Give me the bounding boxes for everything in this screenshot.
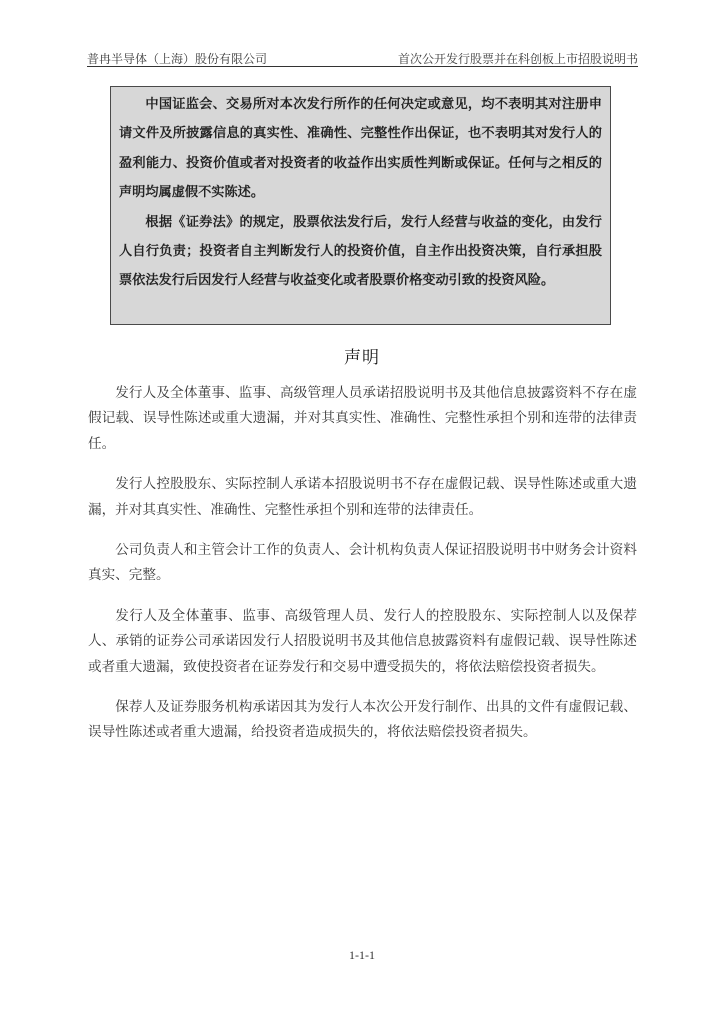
- regulatory-notice-box: [110, 86, 611, 325]
- notice-paragraph: 根据《证券法》的规定，股票依法发行后，发行人经营与收益的变化，由发行人自行负责；投资者自主判断发行人的投资价值，自主作出投资决策，自行承担股票依法发行后因发行人经营与收益变化或者股票价格变动引致的投资风险。: [119, 214, 602, 289]
- declaration-body: [88, 381, 637, 761]
- declaration-paragraph: 发行人控股股东、实际控制人承诺本招股说明书不存在虚假记载、误导性陈述或重大遗漏，并对其真实性、准确性、完整性承担个别和连带的法律责任。: [88, 476, 637, 518]
- declaration-paragraph: 公司负责人和主管会计工作的负责人、会计机构负责人保证招股说明书中财务会计资料真实、完整。: [88, 542, 637, 584]
- page-header: [87, 46, 638, 67]
- header-company-name: 普冉半导体（上海）股份有限公司: [87, 52, 268, 66]
- section-title: 声明: [344, 348, 380, 368]
- declaration-paragraph: 发行人及全体董事、监事、高级管理人员、发行人的控股股东、实际控制人以及保荐人、承销的证券公司承诺因发行人招股说明书及其他信息披露资料有虚假记载、误导性陈述或者重大遗漏，致使投资者在证券发行和交易中遭受损失的，将依法赔偿投资者损失。: [88, 607, 637, 675]
- page-number: 1-1-1: [349, 948, 375, 962]
- declaration-paragraph: 保荐人及证券服务机构承诺因其为发行人本次公开发行制作、出具的文件有虚假记载、误导性陈述或者重大遗漏，给投资者造成损失的，将依法赔偿投资者损失。: [88, 699, 637, 741]
- header-document-title: 首次公开发行股票并在科创板上市招股说明书: [397, 52, 638, 66]
- declaration-paragraph: 发行人及全体董事、监事、高级管理人员承诺招股说明书及其他信息披露资料不存在虚假记载、误导性陈述或重大遗漏，并对其真实性、准确性、完整性承担个别和连带的法律责任。: [88, 385, 637, 452]
- notice-paragraph: 中国证监会、交易所对本次发行所作的任何决定或意见，均不表明其对注册申请文件及所披露信息的真实性、准确性、完整性作出保证，也不表明其对发行人的盈利能力、投资价值或者对投资者的收益作出实质性判断或保证。任何与之相反的声明均属虚假不实陈述。: [119, 97, 602, 201]
